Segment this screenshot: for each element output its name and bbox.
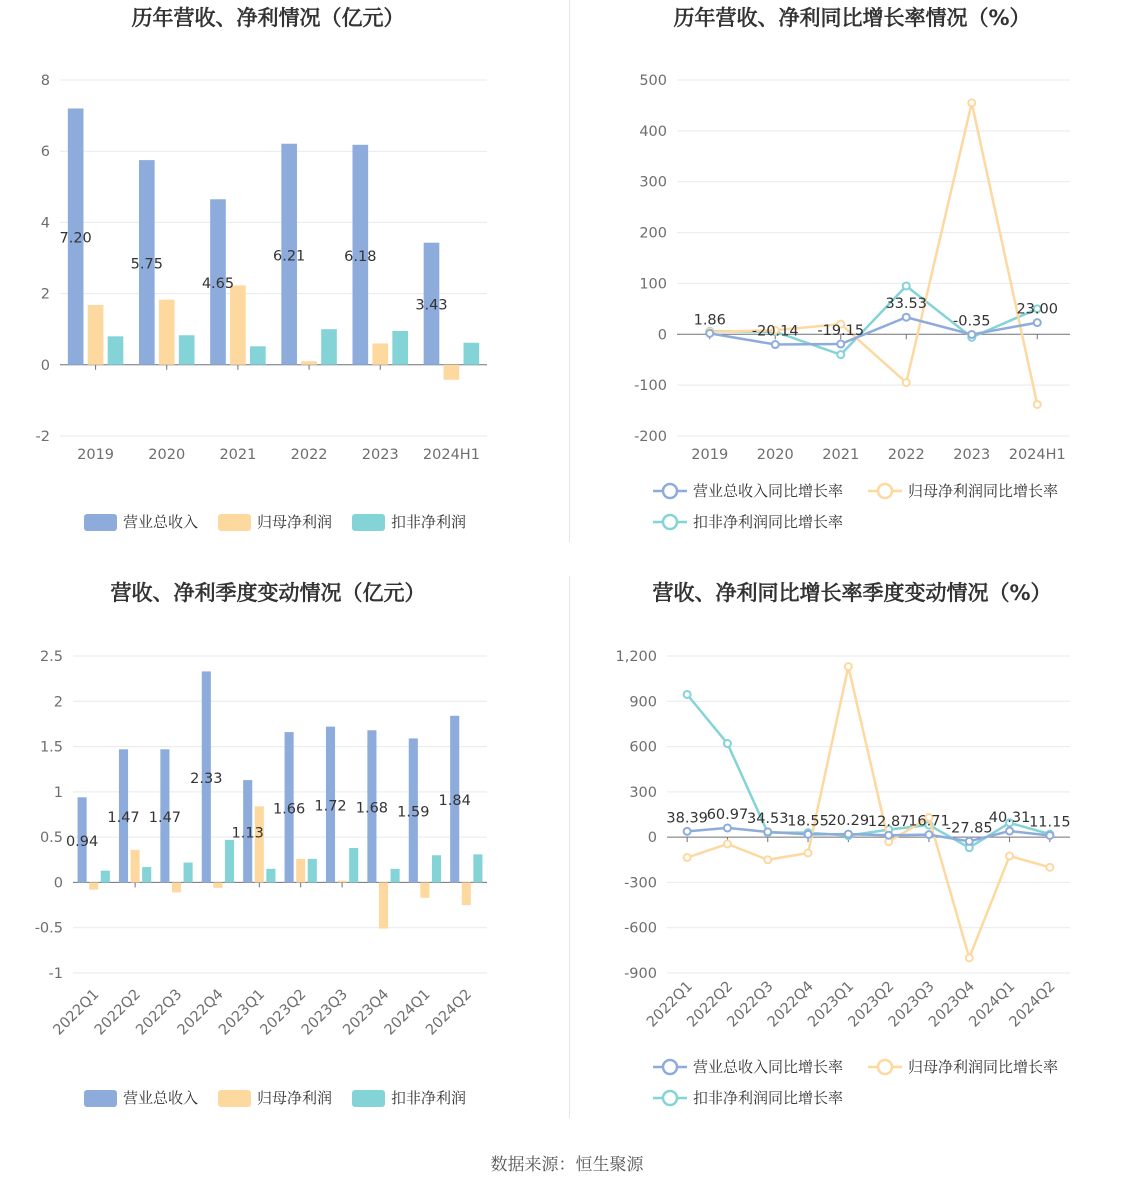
series-point [925, 831, 932, 838]
bar [392, 331, 408, 365]
x-tick-label: 2022Q2 [684, 978, 737, 1031]
bar-value-label: 5.75 [130, 256, 163, 273]
y-tick-label: -600 [624, 920, 657, 937]
bar-value-label: 1.68 [355, 800, 389, 817]
legend-label: 扣非净利润同比增长率 [693, 513, 844, 531]
bar-value-label: 1.47 [148, 809, 182, 826]
point-value-label: 60.97 [706, 806, 749, 823]
chart-title: 历年营收、净利同比增长率情况（%） [673, 6, 1031, 30]
bar-value-label: 1.59 [397, 804, 430, 821]
bar [308, 859, 317, 883]
chart-title: 历年营收、净利情况（亿元） [131, 6, 405, 30]
point-value-label: 33.53 [885, 296, 928, 313]
y-tick-label: -100 [634, 378, 667, 395]
legend-label: 扣非净利润同比增长率 [693, 1089, 844, 1107]
y-tick-label: 2 [53, 694, 63, 711]
bar [108, 336, 124, 364]
y-tick-label: 0 [53, 875, 63, 892]
y-tick-label: 4 [40, 215, 50, 232]
series-point [1006, 828, 1013, 835]
legend-swatch [84, 514, 117, 531]
bar [379, 882, 388, 928]
chart-title: 营收、净利同比增长率季度变动情况（%） [652, 581, 1052, 605]
x-tick-label: 2024Q2 [423, 986, 476, 1039]
bar-value-label: 2.33 [190, 770, 223, 787]
bar [255, 806, 264, 882]
legend-label: 扣非净利润 [391, 513, 467, 531]
bar [321, 329, 337, 365]
y-tick-label: -2 [35, 429, 50, 445]
bar [420, 882, 429, 897]
series-point [845, 663, 852, 670]
x-tick-label: 2022Q3 [724, 978, 777, 1031]
series-point [903, 282, 910, 289]
bar [462, 882, 471, 905]
point-value-label: -20.14 [751, 323, 799, 340]
series-point [1046, 864, 1053, 871]
bar-value-label: 1.72 [314, 798, 347, 815]
bar-value-label: 1.84 [438, 793, 471, 810]
bar [391, 869, 400, 883]
x-tick-label: 2019 [77, 447, 115, 463]
bar [349, 848, 358, 882]
x-tick-label: 2021 [219, 447, 257, 463]
x-tick-label: 2024H1 [1008, 447, 1066, 463]
series-point [1034, 319, 1041, 326]
y-tick-label: 2.5 [39, 649, 63, 665]
x-tick-label: 2023Q4 [340, 986, 393, 1039]
bar-value-label: 1.47 [107, 809, 140, 826]
bar [131, 850, 140, 883]
series-point [966, 954, 973, 961]
y-tick-label: 1 [53, 784, 63, 801]
x-tick-label: 2020 [148, 447, 186, 463]
bar-value-label: 4.65 [201, 276, 235, 293]
y-tick-label: 400 [639, 123, 667, 140]
y-tick-label: 0.5 [39, 830, 63, 847]
x-tick-label: 2022 [887, 447, 925, 463]
x-tick-label: 2023Q3 [885, 978, 938, 1031]
x-tick-label: 2023 [953, 447, 991, 463]
bar-value-label: 6.18 [344, 248, 377, 265]
y-tick-label: -0.5 [34, 920, 63, 937]
bar-value-label: 6.21 [273, 248, 306, 265]
series-point [724, 824, 731, 831]
y-tick-label: 6 [40, 144, 50, 161]
point-value-label: 12.87 [867, 814, 910, 831]
annual-revenue-profit-chart [0, 0, 567, 575]
series-point [684, 828, 691, 835]
legend-swatch [878, 1060, 892, 1074]
chart-svg [567, 0, 1134, 575]
bar [230, 285, 246, 364]
series-point [764, 828, 771, 835]
series-point [1034, 401, 1041, 408]
legend-label: 归母净利润 [257, 1089, 333, 1107]
series-point [966, 838, 973, 845]
x-tick-label: 2022Q4 [174, 986, 227, 1039]
y-tick-label: -300 [624, 875, 657, 892]
y-tick-label: -200 [634, 429, 667, 445]
series-point [837, 341, 844, 348]
legend-label: 归母净利润 [257, 513, 333, 531]
x-tick-label: 2023 [361, 447, 399, 463]
point-value-label: 1.86 [693, 312, 726, 329]
x-tick-label: 2024Q1 [966, 978, 1019, 1031]
bar-value-label: 0.94 [65, 833, 99, 850]
bar [372, 343, 388, 364]
legend-swatch [218, 1090, 251, 1107]
bar-value-label: 1.66 [272, 801, 306, 818]
series-point [885, 832, 892, 839]
chart-svg [0, 575, 567, 1135]
legend-label: 归母净利润同比增长率 [908, 1058, 1059, 1076]
annual-growth-rate-chart [567, 0, 1134, 575]
point-value-label: 23.00 [1016, 301, 1059, 318]
panel-divider [569, 576, 570, 1118]
series-point [684, 691, 691, 698]
bar [338, 881, 347, 883]
legend-swatch [663, 515, 677, 529]
series-point [706, 330, 713, 337]
x-tick-label: 2023Q4 [926, 978, 979, 1031]
series-point [903, 314, 910, 321]
y-tick-label: -1 [48, 966, 63, 982]
point-value-label: 38.39 [666, 810, 708, 827]
y-tick-label: 500 [639, 73, 667, 89]
y-tick-label: 2 [40, 286, 50, 303]
x-tick-label: 2022Q1 [50, 986, 103, 1039]
x-tick-label: 2024Q2 [1006, 978, 1059, 1031]
bar [444, 365, 460, 380]
x-tick-label: 2023Q3 [298, 986, 351, 1039]
legend-swatch [218, 514, 251, 531]
bar [301, 361, 317, 365]
legend-swatch [352, 1090, 385, 1107]
point-value-label: -19.15 [817, 323, 865, 340]
bar-value-label: 7.20 [59, 230, 92, 247]
legend-label: 营业总收入同比增长率 [693, 1058, 844, 1076]
x-tick-label: 2024Q1 [381, 986, 434, 1039]
point-value-label: 16.71 [908, 813, 950, 830]
bar [225, 840, 234, 883]
y-tick-label: 0 [647, 830, 657, 847]
bar [184, 863, 193, 883]
bar [101, 871, 110, 883]
y-tick-label: 300 [629, 784, 657, 801]
legend-label: 营业总收入同比增长率 [693, 482, 844, 500]
point-value-label: 20.29 [827, 813, 870, 830]
bar [473, 854, 482, 882]
legend-label: 营业总收入 [123, 513, 199, 531]
bar [88, 305, 104, 365]
series-point [724, 840, 731, 847]
point-value-label: -27.85 [945, 820, 993, 837]
y-tick-label: 0 [40, 357, 50, 374]
legend-swatch [878, 484, 892, 498]
legend-swatch [663, 1091, 677, 1105]
bar [89, 882, 98, 889]
bar [464, 343, 480, 365]
y-tick-label: 200 [639, 225, 667, 242]
series-point [805, 831, 812, 838]
x-tick-label: 2022Q2 [91, 986, 144, 1039]
y-tick-label: 100 [639, 276, 667, 293]
y-tick-label: -900 [624, 966, 657, 982]
x-tick-label: 2022Q3 [133, 986, 186, 1039]
data-source-note: 数据来源：恒生聚源 [490, 1155, 644, 1175]
y-tick-label: 1,200 [615, 649, 657, 665]
bar [250, 346, 266, 365]
x-tick-label: 2022Q4 [764, 978, 817, 1031]
bar [179, 335, 195, 365]
x-tick-label: 2023Q2 [257, 986, 310, 1039]
point-value-label: 11.15 [1029, 814, 1071, 831]
bar [296, 859, 305, 883]
chart-svg [567, 575, 1134, 1135]
y-tick-label: 600 [629, 739, 657, 756]
chart-svg [0, 0, 567, 575]
quarterly-revenue-profit-chart [0, 575, 567, 1135]
y-tick-label: 0 [657, 327, 667, 344]
series-point [968, 331, 975, 338]
x-tick-label: 2019 [691, 447, 729, 463]
chart-title: 营收、净利季度变动情况（亿元） [110, 581, 426, 605]
y-tick-label: 8 [40, 73, 50, 89]
bar [432, 855, 441, 882]
point-value-label: 18.55 [787, 813, 829, 830]
bar [172, 882, 181, 892]
bar-value-label: 1.13 [231, 825, 264, 842]
quarterly-growth-rate-chart [567, 575, 1134, 1135]
y-tick-label: 300 [639, 174, 667, 191]
legend-label: 扣非净利润 [391, 1089, 467, 1107]
x-tick-label: 2024H1 [422, 447, 480, 463]
series-point [684, 854, 691, 861]
x-tick-label: 2021 [822, 447, 860, 463]
x-tick-label: 2023Q1 [216, 986, 269, 1039]
bar [213, 882, 222, 887]
x-tick-label: 2023Q1 [805, 978, 858, 1031]
panel-divider [569, 0, 570, 542]
series-point [845, 831, 852, 838]
legend-label: 营业总收入 [123, 1089, 199, 1107]
series-point [805, 849, 812, 856]
x-tick-label: 2022 [290, 447, 328, 463]
point-value-label: 34.53 [746, 810, 789, 827]
bar-value-label: 3.43 [415, 297, 448, 314]
point-value-label: 40.31 [988, 810, 1031, 827]
series-point [772, 341, 779, 348]
series-point [1046, 832, 1053, 839]
series-point [1006, 853, 1013, 860]
series-point [764, 856, 771, 863]
series-line [710, 103, 1038, 405]
legend-swatch [352, 514, 385, 531]
bar [142, 867, 151, 882]
series-point [837, 351, 844, 358]
series-point [903, 379, 910, 386]
x-tick-label: 2020 [756, 447, 794, 463]
y-tick-label: 1.5 [39, 739, 63, 756]
series-point [724, 740, 731, 747]
legend-label: 归母净利润同比增长率 [908, 482, 1059, 500]
x-tick-label: 2022Q1 [643, 978, 696, 1031]
legend-swatch [663, 1060, 677, 1074]
legend-swatch [84, 1090, 117, 1107]
point-value-label: -0.35 [952, 313, 991, 330]
legend-swatch [663, 484, 677, 498]
series-point [968, 99, 975, 106]
bar [266, 869, 275, 883]
x-tick-label: 2023Q2 [845, 978, 898, 1031]
bar [159, 300, 175, 365]
y-tick-label: 900 [629, 694, 657, 711]
